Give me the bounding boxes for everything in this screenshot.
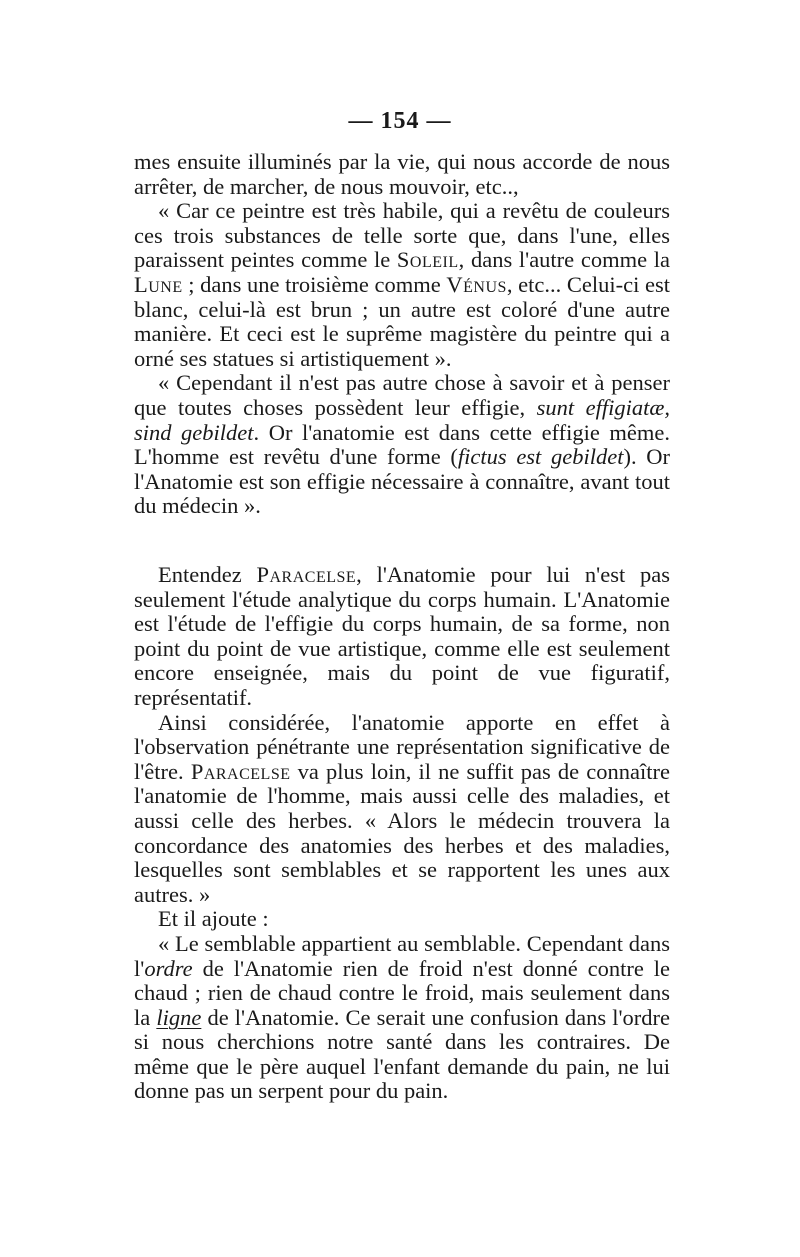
- paragraph-quote-effigy: [134, 371, 670, 519]
- text-block-top: [134, 150, 670, 519]
- paragraph-he-adds: Et il ajoute :: [158, 906, 269, 932]
- paragraph-continuation: mes ensuite illuminés par la vie, qui nous accorde de nous arrêter, de marcher, de nous mouvoir, etc..,: [134, 149, 670, 199]
- text-run: va plus loin, il ne suffit pas de connaître l'anatomie de l'homme, mais aussi celle des maladies, et aussi celle des herbes. « Alors le médecin trouvera la concordance des anatomies des herbes et des maladies, lesquelles sont semblables et se rapportent les unes aux autres. »: [134, 758, 670, 907]
- text-block-bottom: [134, 563, 670, 1104]
- small-caps-venus: Vénus: [446, 271, 507, 297]
- text-run: , etc... Celui-ci est blanc, celui-là est brun ; un autre est coloré d'une autre manière. Et ceci est le suprême magistère du peintre qui a orné ses statues si artistiquement ».: [134, 271, 670, 371]
- text-run: de l'Anatomie rien de froid n'est donné contre le chaud ; rien de chaud contre le froid, mais seulement dans la: [134, 955, 670, 1030]
- text-run: , l'Anatomie pour lui n'est pas seulement l'étude analytique du corps humain. L'Anatomie est l'étude de l'effigie du corps humain, de sa forme, non point du point de vue artistique, comme elle est seulement encore enseignée, mais du point de vue figuratif, représentatif.: [134, 562, 670, 710]
- text-run: . Or l'anatomie est dans cette effigie même. L'homme est revêtu d'une forme (: [134, 419, 671, 470]
- text-run: Ainsi considérée, l'anatomie apporte en effet à l'observation pénétrante une représentation significative de l'être.: [134, 709, 670, 784]
- small-caps-paracelse: Paracelse: [256, 562, 357, 587]
- italic-ligne: ligne: [156, 1004, 202, 1030]
- italic-ordre: ordre: [144, 955, 193, 981]
- text-run: Entendez: [158, 562, 257, 587]
- italic-phrase: sunt effigiatæ, sind gebildet: [134, 394, 670, 445]
- text-run: « Le semblable appartient au semblable. Cependant dans l': [134, 930, 670, 981]
- paragraph-paracelse-anatomy: [134, 563, 670, 711]
- text-run: ; dans une troisième comme: [182, 271, 447, 297]
- small-caps-lune: Lune: [134, 271, 183, 297]
- paragraph-quote-semblable: [134, 932, 670, 1104]
- text-run: de l'Anatomie. Ce serait une confusion dans l'ordre si nous cherchions notre santé dans les contraires. De même que le père auquel l'enfant demande du pain, ne lui donne pas un serpent pour du pain.: [134, 1004, 670, 1104]
- page-number: — 154 —: [348, 108, 452, 134]
- text-run: ). Or l'Anatomie est son effigie nécessaire à connaître, avant tout du médecin ».: [134, 444, 671, 519]
- text-run: « Car ce peintre est très habile, qui a revêtu de couleurs ces trois substances de telle sorte que, dans l'une, elles paraissent peintes comme le: [134, 198, 670, 273]
- italic-phrase: fictus est gebildet: [457, 444, 624, 470]
- paragraph-quote-painter: [134, 199, 670, 371]
- text-run: , dans l'autre comme la: [458, 247, 670, 273]
- small-caps-paracelse: Paracelse: [190, 758, 291, 784]
- small-caps-soleil: Soleil: [396, 247, 459, 273]
- text-run: « Cependant il n'est pas autre chose à savoir et à penser que toutes choses possèdent leur effigie,: [134, 370, 670, 420]
- paragraph-considered: [134, 711, 670, 908]
